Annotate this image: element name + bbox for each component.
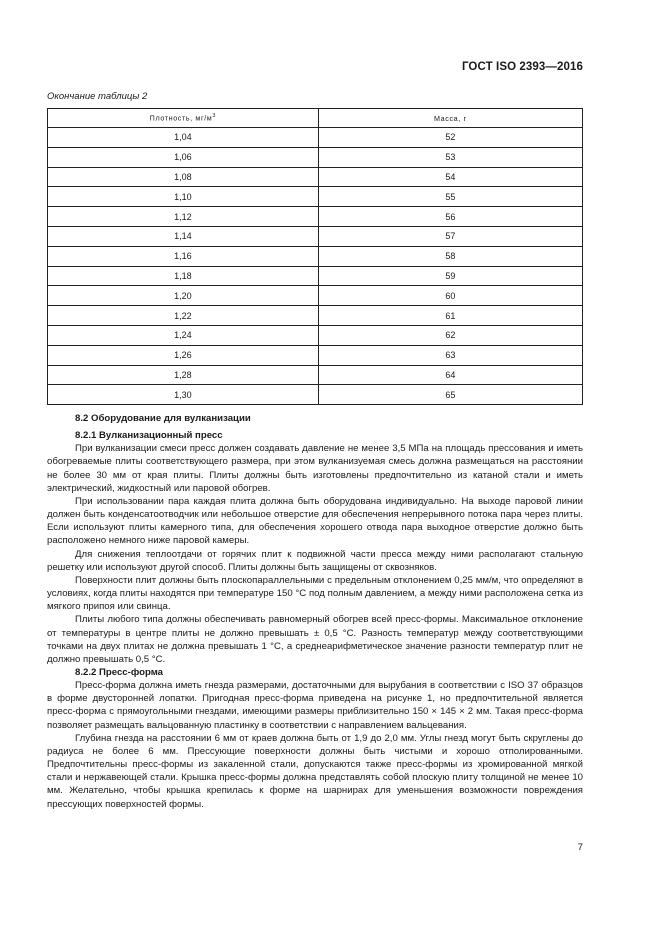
subsection-title: 8.2.2 Пресс-форма (75, 666, 164, 678)
mass-cell: 54 (318, 167, 582, 187)
paragraph: При использовании пара каждая плита должна быть оборудована индивидуально. На выходе паровой линии должен быть конденсатоотводчик или небольшое отверстие для обеспечения непрерывного потока пара через плиты. Если используют плиты камерного типа, для обеспечения хорошего отвода пара выходное отверстие должно быть расположено немного ниже паровой камеры. (47, 495, 583, 547)
table-row (48, 385, 583, 405)
density-cell: 1,26 (48, 345, 319, 365)
mass-cell: 52 (318, 128, 582, 148)
table-body (48, 128, 583, 405)
section-title: 8.2 Оборудование для вулканизации (75, 413, 251, 424)
paragraph: Поверхности плит должны быть плоскопараллельными с предельным отклонением 0,25 мм/м, что определяют в условиях, когда плиты находятся при температуре 150 °С под полным давлением, а между ними расположена сетка из мягкого припоя или свинца. (47, 574, 583, 613)
paragraph: Глубина гнезда на расстоянии 6 мм от краев должна быть от 1,9 до 2,0 мм. Углы гнезд могут быть скруглены до радиуса не более 6 мм. Прессующие поверхности должны быть чистыми и хорошо отполированными. Предпочтительны пресс-формы из закаленной стали, допускаются также пресс-формы из хромированной мягкой стали и нержавеющей стали. Крышка пресс-формы должна представлять собой плоскую плиту толщиной не менее 10 мм. Желательно, чтобы крышка крепилась к форме на шарнирах для уменьшения возможности повреждения прессующих поверхностей формы. (47, 732, 583, 810)
density-cell: 1,04 (48, 128, 319, 148)
table-row (48, 325, 583, 345)
table-row (48, 147, 583, 167)
mass-cell: 62 (318, 325, 582, 345)
density-header-superscript: 3 (212, 113, 217, 120)
mass-cell: 53 (318, 147, 582, 167)
density-cell: 1,16 (48, 246, 319, 266)
column-header-mass: Масса, г (318, 109, 582, 128)
density-cell: 1,12 (48, 207, 319, 227)
density-cell: 1,08 (48, 167, 319, 187)
paragraph: Для снижения теплоотдачи от горячих плит к подвижной части пресса между ними располагают стальную решетку или используют другой способ. Плиты должны быть защищены от сквозняков. (47, 548, 583, 573)
table-row (48, 226, 583, 246)
table-row (48, 266, 583, 286)
density-cell: 1,20 (48, 286, 319, 306)
subsection-title: 8.2.1 Вулканизационный пресс (75, 430, 223, 442)
paragraph: Пресс-форма должна иметь гнезда размерами, достаточными для вырубания в соответствии с ISO 37 образцов в форме двусторонней лопатки. Пригодная пресс-форма приведена на рисунке 1, но предпочтительной является пресс-форма с прямоугольными гнездами, имеющими размеры приблизительно 150 × 145 × 2 мм. Такая пресс-форма позволяет размещать вальцованную пластинку в соответствии с направлением вальцевания. (47, 680, 583, 731)
mass-cell: 55 (318, 187, 582, 207)
table-row (48, 207, 583, 227)
density-cell: 1,10 (48, 187, 319, 207)
column-header-density (48, 109, 319, 128)
density-cell: 1,28 (48, 365, 319, 385)
table-row (48, 286, 583, 306)
page-number: 7 (577, 842, 583, 853)
table-caption: Окончание таблицы 2 (47, 91, 148, 102)
density-header-text: Плотность, мг/м (149, 113, 213, 123)
mass-cell: 60 (318, 286, 582, 306)
paragraph: Плиты любого типа должны обеспечивать равномерный обогрев всей пресс-формы. Максимальное отклонение от температуры в центре плиты не должно превышать ± 0,5 °С. Разность температур между соответствующими точками на двух плитах не должна превышать 1 °С, а среднеарифметическое значение разности температур плит не должно превышать 0,5 °С. (47, 614, 583, 665)
paragraph: При вулканизации смеси пресс должен создавать давление не менее 3,5 МПа на площадь прессования и иметь обогреваемые плиты соответствующего размера, при этом вулканизуемая смесь должна размещаться на расстоянии не более 30 мм от края плиты. Плиты должны быть изготовлены предпочтительно из катаной стали и иметь электрический, жидкостный или паровой обогрев. (47, 443, 583, 494)
mass-cell: 59 (318, 266, 582, 286)
density-cell: 1,06 (48, 147, 319, 167)
table-row (48, 167, 583, 187)
table-header-row (48, 109, 583, 128)
standard-id: ГОСТ ISO 2393—2016 (461, 61, 583, 73)
density-cell: 1,22 (48, 306, 319, 326)
table-row (48, 365, 583, 385)
table-row (48, 128, 583, 148)
section-8-2 (47, 412, 583, 811)
density-cell: 1,30 (48, 385, 319, 405)
density-mass-table (47, 108, 583, 405)
mass-cell: 63 (318, 345, 582, 365)
table-row (48, 306, 583, 326)
density-cell: 1,14 (48, 226, 319, 246)
mass-cell: 56 (318, 207, 582, 227)
table-row (48, 246, 583, 266)
table-row (48, 345, 583, 365)
table-row (48, 187, 583, 207)
mass-cell: 57 (318, 226, 582, 246)
mass-cell: 61 (318, 306, 582, 326)
mass-cell: 64 (318, 365, 582, 385)
density-cell: 1,18 (48, 266, 319, 286)
mass-cell: 65 (318, 385, 582, 405)
density-cell: 1,24 (48, 325, 319, 345)
mass-cell: 58 (318, 246, 582, 266)
